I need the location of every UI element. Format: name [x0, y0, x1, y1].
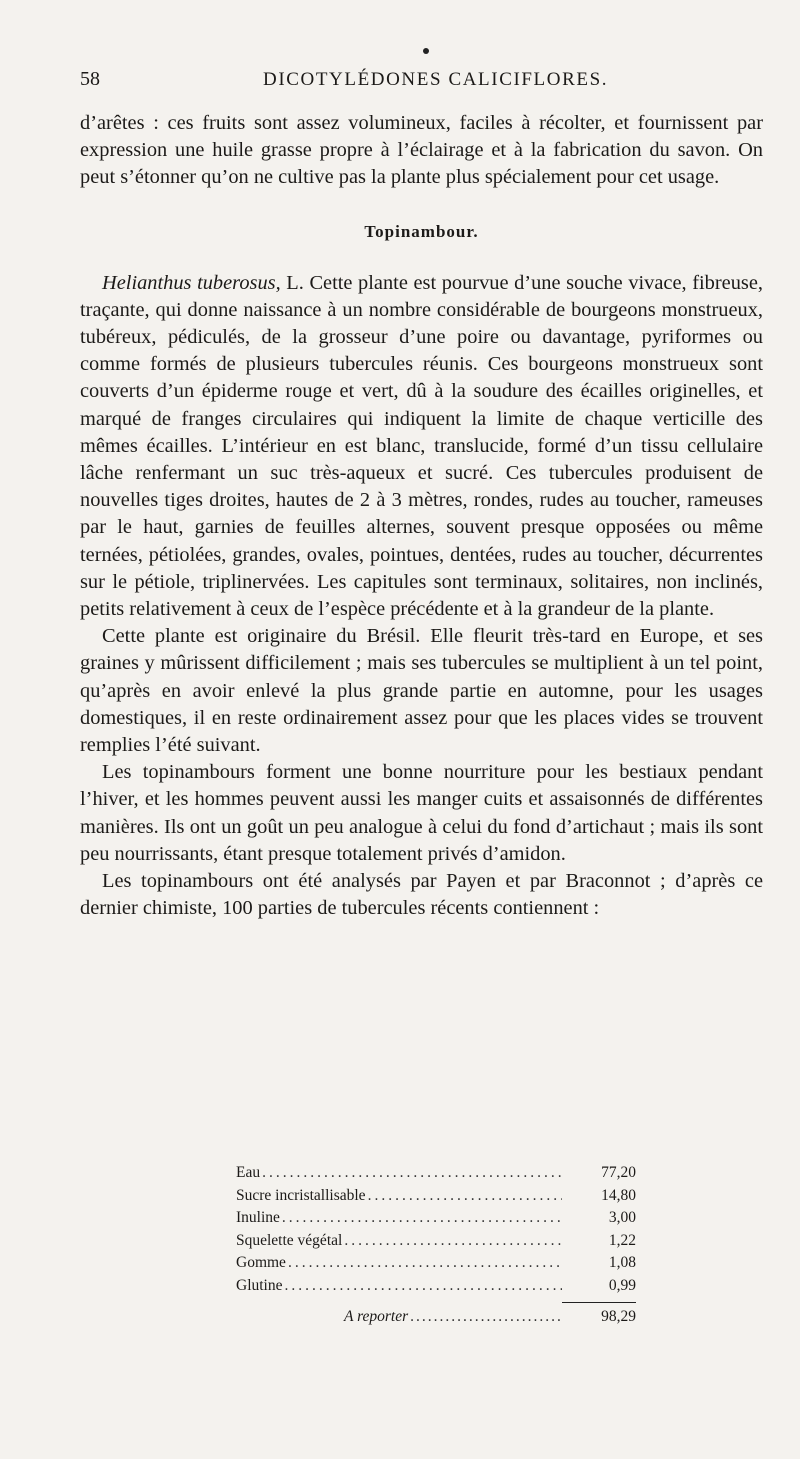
- section-heading: Topinambour.: [364, 221, 479, 241]
- running-header: [80, 68, 760, 98]
- table-row: [236, 1230, 636, 1253]
- dot-leader: [262, 1162, 562, 1185]
- component-value: 3,00: [608, 1209, 636, 1227]
- table-row: [236, 1162, 636, 1185]
- dot-leader: [285, 1275, 563, 1298]
- paragraph-description: [80, 270, 763, 624]
- composition-table: [236, 1162, 636, 1328]
- sum-rule: [562, 1302, 636, 1303]
- component-name: Gomme: [236, 1254, 286, 1272]
- dot-leader: [282, 1207, 562, 1230]
- total-row: [236, 1306, 636, 1329]
- component-value: 1,08: [608, 1254, 636, 1272]
- dot-leader: [288, 1252, 562, 1275]
- paragraph-analysis: Les topinambours ont été analysés par Payen et par Braconnot ; d’après ce dernier chimiste, 100 parties de tubercules récents contiennent :: [80, 870, 763, 920]
- scientific-name: Helianthus tuberosus,: [102, 271, 281, 294]
- total-label: A reporter: [344, 1307, 409, 1325]
- component-value: 77,20: [601, 1164, 636, 1181]
- paragraph-origin: Cette plante est originaire du Brésil. Elle fleurit très-tard en Europe, et ses graines y mûrissent difficilement ; mais ses tubercules se multiplient à un tel point, qu’après en avoir enlevé la plus grande partie en automne, pour les usages domestiques, il en reste ordinairement assez pour que les places vides se trouvent remplies l’été suivant.: [80, 625, 763, 757]
- component-name: Glutine: [236, 1276, 283, 1294]
- component-name: Inuline: [236, 1209, 280, 1227]
- table-row: [236, 1252, 636, 1275]
- component-value: 1,22: [608, 1231, 636, 1249]
- paragraph-continuation: d’arêtes : ces fruits sont assez volumineux, faciles à récolter, et fournissent par expression une huile grasse propre à l’éclairage et à la fabrication du savon. On peut s’étonner qu’on ne cultive pas la plante plus spécialement pour cet usage.: [80, 112, 763, 189]
- page-number: 58: [80, 68, 100, 90]
- component-name: Squelette végétal: [236, 1231, 343, 1249]
- table-row: [236, 1207, 636, 1230]
- body-text: [80, 110, 763, 922]
- component-value: 14,80: [601, 1186, 636, 1204]
- dot-leader: [368, 1185, 562, 1208]
- component-value: 0,99: [608, 1276, 636, 1294]
- printer-mark: [423, 48, 429, 54]
- component-name: Eau: [236, 1164, 261, 1181]
- paragraph-uses: Les topinambours forment une bonne nourriture pour les bestiaux pendant l’hiver, et les hommes peuvent aussi les manger cuits et assaisonnés de différentes manières. Ils ont un goût un peu analogue à celui du fond d’artichaut ; mais ils sont peu nourrissants, étant presque totalement privés d’amidon.: [80, 761, 763, 865]
- dot-leader: [344, 1230, 562, 1253]
- paragraph-description-text: L. Cette plante est pourvue d’une souche vivace, fibreuse, traçante, qui donne naissance à un nombre considérable de bourgeons monstrueux, tubéreux, pédiculés, de la grosseur d’une poire ou davantage, pyriformes ou comme formés de plusieurs tubercules réunis. Ces bourgeons monstrueux sont couverts d’un épiderme rouge et vert, dû à la soudure des écailles originelles, et marqué de franges circulaires qui indiquent la limite de chaque verticille des mêmes écailles. L’intérieur en est blanc, translucide, formé d’un tissu cellulaire lâche renfermant un suc très-aqueux et sucré. Ces tubercules produisent de nouvelles tiges droites, hautes de 2 à 3 mètres, rondes, rudes au toucher, rameuses par le haut, garnies de feuilles alternes, souvent presque opposées ou même ternées, pétiolées, grandes, ovales, pointues, dentées, rudes au toucher, décurrentes sur le pétiole, triplinervées. Les capitules sont terminaux, solitaires, non inclinés, petits relativement à ceux de l’espèce précédente et à la grandeur de la plante.: [80, 271, 763, 621]
- total-value: 98,29: [601, 1307, 636, 1325]
- dot-leader: [410, 1306, 562, 1329]
- table-row: [236, 1275, 636, 1298]
- table-row: [236, 1185, 636, 1208]
- component-name: Sucre incristallisable: [236, 1186, 366, 1204]
- running-title: DICOTYLÉDONES CALICIFLORES.: [263, 69, 609, 90]
